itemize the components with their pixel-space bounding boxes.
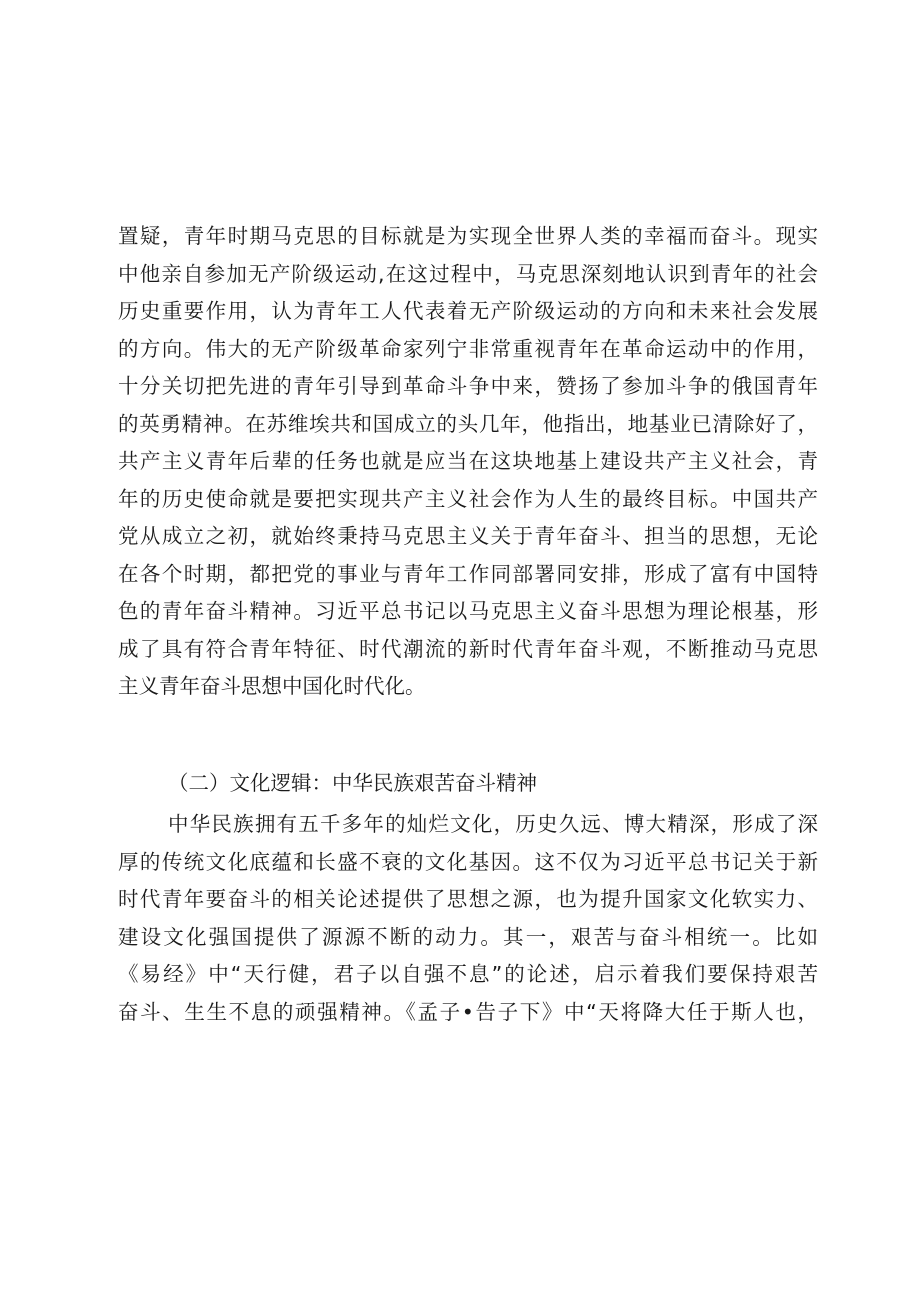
text-line: 在各个时期，都把党的事业与青年工作同部署同安排，形成了富有中国特: [118, 561, 818, 586]
text-line-first: 中华民族拥有五千多年的灿烂文化，历史久远、博大精深，形成了深: [168, 812, 818, 836]
paragraph-chinese-culture: [118, 806, 818, 1031]
section-heading: （二）文化逻辑：中华民族艰苦奋斗精神: [168, 771, 537, 795]
text-line: 的方向。伟大的无产阶级革命家列宁非常重视青年在革命运动中的作用，: [118, 336, 818, 361]
text-line: 十分关切把先进的青年引导到革命斗争中来，赞扬了参加斗争的俄国青年: [118, 374, 818, 398]
paragraph-marxism-youth: [118, 218, 818, 706]
text-line-last: 主义青年奋斗思想中国化时代化。: [118, 674, 426, 698]
text-line: 色的青年奋斗精神。习近平总书记以马克思主义奋斗思想为理论根基，形: [118, 599, 818, 623]
text-line: 《易经》中“天行健，君子以自强不息”的论述，启示着我们要保持艰苦: [118, 962, 818, 986]
text-line: 党从成立之初，就始终秉持马克思主义关于青年奋斗、担当的思想，无论: [118, 524, 818, 548]
text-line: 建设文化强国提供了源源不断的动力。其一，艰苦与奋斗相统一。比如: [118, 924, 818, 949]
text-line: 年的历史使命就是要把实现共产主义社会作为人生的最终目标。中国共产: [118, 486, 818, 511]
text-line: 的英勇精神。在苏维埃共和国成立的头几年，他指出，地基业已清除好了，: [118, 411, 818, 436]
text-line: 共产主义青年后辈的任务也就是应当在这块地基上建设共产主义社会，青: [118, 449, 818, 473]
text-line: 中他亲自参加无产阶级运动,在这过程中，马克思深刻地认识到青年的社会: [118, 261, 818, 286]
text-line: 奋斗、生生不息的顽强精神。《孟子•告子下》中“天将降大任于斯人也，: [118, 999, 818, 1024]
text-line: 厚的传统文化底蕴和长盛不衰的文化基因。这不仅为习近平总书记关于新: [118, 849, 818, 874]
text-line: 置疑，青年时期马克思的目标就是为实现全世界人类的幸福而奋斗。现实: [118, 224, 818, 248]
text-line: 时代青年要奋斗的相关论述提供了思想之源，也为提升国家文化软实力、: [118, 887, 818, 911]
text-line: 历史重要作用，认为青年工人代表着无产阶级运动的方向和未来社会发展: [118, 299, 818, 323]
text-line: 成了具有符合青年特征、时代潮流的新时代青年奋斗观，不断推动马克思: [118, 636, 818, 661]
